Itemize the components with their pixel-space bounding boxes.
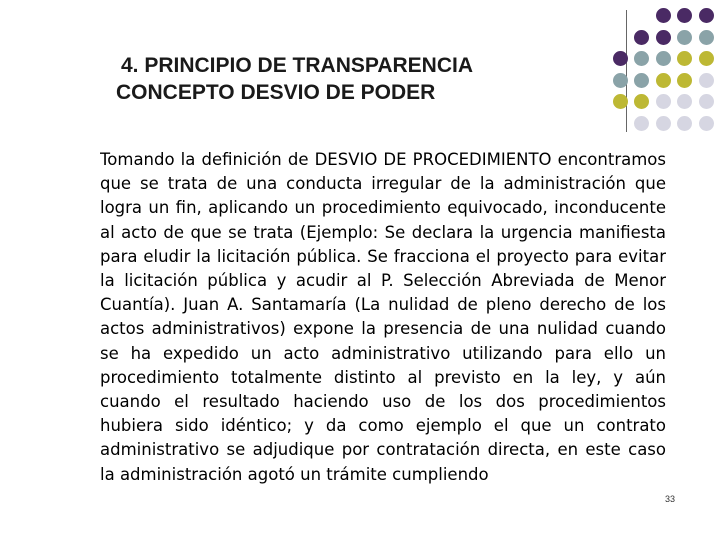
decorative-dot (699, 73, 714, 88)
decorative-dot (656, 73, 671, 88)
slide-title (116, 52, 616, 106)
decorative-dot (677, 30, 692, 45)
decorative-dot-pattern (638, 8, 720, 138)
decorative-dot (634, 51, 649, 66)
decorative-dot (699, 8, 714, 23)
decorative-dot (677, 94, 692, 109)
slide-title-line-2: CONCEPTO DESVIO DE PODER (116, 81, 436, 104)
decorative-dot (699, 51, 714, 66)
decorative-dot (656, 116, 671, 131)
slide-body-text: Tomando la definición de DESVIO DE PROCEDIMIENTO encontramos que se trata de una conducta irregular de la administración que logra un fin, aplicando un procedimiento equivocado, inconducente al acto de que se trata (Ejemplo: Se declara la urgencia manifiesta para eludir la licitación pública. Se fracciona el proyecto para evitar la licitación pública y acudir al P. Selección Abreviada de Menor Cuantía). Juan A. Santamaría (La nulidad de pleno derecho de los actos administrativos) expone la presencia de una nulidad cuando se ha expedido un acto administrativo utilizando para ello un procedimiento totalmente distinto al previsto en la ley, y aún cuando el resultado haciendo uso de los dos procedimientos hubiera sido idéntico; y da como ejemplo el que un contrato administrativo se adjudique por contratación directa, en este caso la administración agotó un trámite cumpliendo (100, 150, 666, 484)
decorative-dot (634, 94, 649, 109)
page-number: 33 (665, 494, 676, 504)
decorative-dot (613, 51, 628, 66)
decorative-dot (634, 30, 649, 45)
decorative-dot (699, 30, 714, 45)
decorative-dot (613, 73, 628, 88)
decorative-dot (634, 73, 649, 88)
decorative-dot (656, 30, 671, 45)
decorative-divider-line (626, 10, 627, 132)
decorative-dot (677, 116, 692, 131)
decorative-dot (699, 116, 714, 131)
decorative-dot (656, 94, 671, 109)
decorative-dot (613, 94, 628, 109)
slide-title-line-1: 4. PRINCIPIO DE TRANSPARENCIA (121, 54, 473, 77)
decorative-dot (656, 8, 671, 23)
decorative-dot (677, 8, 692, 23)
decorative-dot (634, 116, 649, 131)
decorative-dot (677, 73, 692, 88)
decorative-dot (677, 51, 692, 66)
decorative-dot (656, 51, 671, 66)
decorative-dot (699, 94, 714, 109)
